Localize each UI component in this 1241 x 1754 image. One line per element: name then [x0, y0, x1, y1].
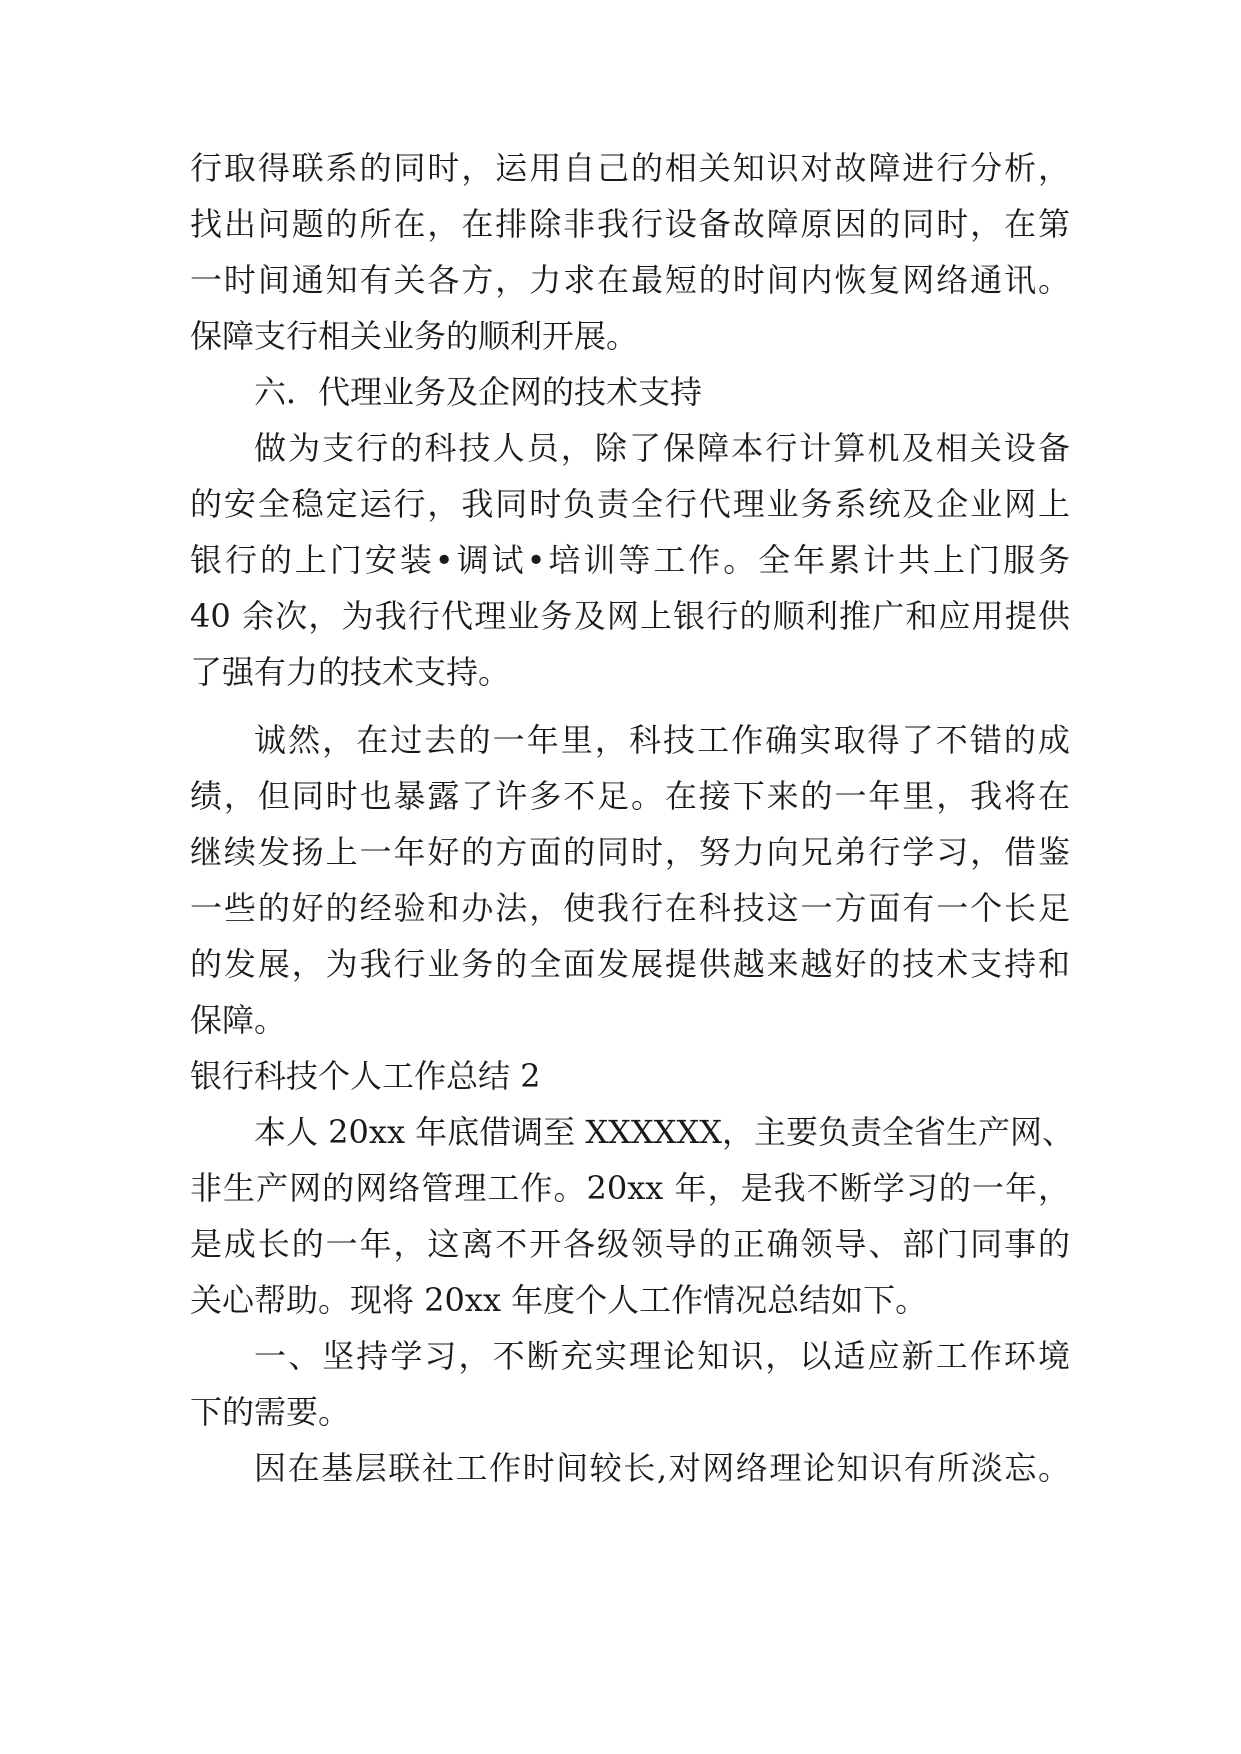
section-heading: 一、坚持学习，不断充实理论知识，以适应新工作环境 [254, 1337, 1070, 1375]
paragraph-line: 了强有力的技术支持。 [190, 653, 511, 691]
paragraph-line: 诚然，在过去的一年里，科技工作确实取得了不错的成 [254, 721, 1070, 759]
section-heading: 六．代理业务及企网的技术支持 [254, 373, 703, 411]
paragraph-line: 保障支行相关业务的顺利开展。 [190, 317, 639, 355]
paragraph-line: 银行的上门安装•调试•培训等工作。全年累计共上门服务 [190, 541, 1070, 579]
paragraph-line: 行取得联系的同时，运用自己的相关知识对故障进行分析， [190, 149, 1070, 187]
paragraph-line: 非生产网的网络管理工作。20xx 年，是我不断学习的一年， [190, 1169, 1070, 1207]
paragraph-line: 40 余次，为我行代理业务及网上银行的顺利推广和应用提供 [190, 597, 1070, 635]
paragraph-line: 关心帮助。现将 20xx 年度个人工作情况总结如下。 [190, 1281, 928, 1319]
paragraph-line: 继续发扬上一年好的方面的同时，努力向兄弟行学习，借鉴 [190, 833, 1070, 871]
paragraph-line: 的发展，为我行业务的全面发展提供越来越好的技术支持和 [190, 945, 1070, 983]
paragraph-line: 因在基层联社工作时间较长,对网络理论知识有所淡忘。 [254, 1449, 1070, 1487]
paragraph-line: 保障。 [190, 1001, 287, 1039]
paragraph-line: 找出问题的所在，在排除非我行设备故障原因的同时，在第 [190, 205, 1070, 243]
paragraph-line: 本人 20xx 年底借调至 XXXXXX，主要负责全省生产网、 [254, 1113, 1075, 1151]
paragraph-line: 绩，但同时也暴露了许多不足。在接下来的一年里，我将在 [190, 777, 1070, 815]
paragraph-line: 的安全稳定运行，我同时负责全行代理业务系统及企业网上 [190, 485, 1070, 523]
paragraph-line: 做为支行的科技人员，除了保障本行计算机及相关设备 [254, 429, 1070, 467]
document-title: 银行科技个人工作总结 2 [190, 1057, 541, 1095]
paragraph-line: 是成长的一年，这离不开各级领导的正确领导、部门同事的 [190, 1225, 1070, 1263]
paragraph-line: 一时间通知有关各方，力求在最短的时间内恢复网络通讯。 [190, 261, 1070, 299]
section-heading: 下的需要。 [190, 1393, 351, 1431]
paragraph-line: 一些的好的经验和办法，使我行在科技这一方面有一个长足 [190, 889, 1070, 927]
